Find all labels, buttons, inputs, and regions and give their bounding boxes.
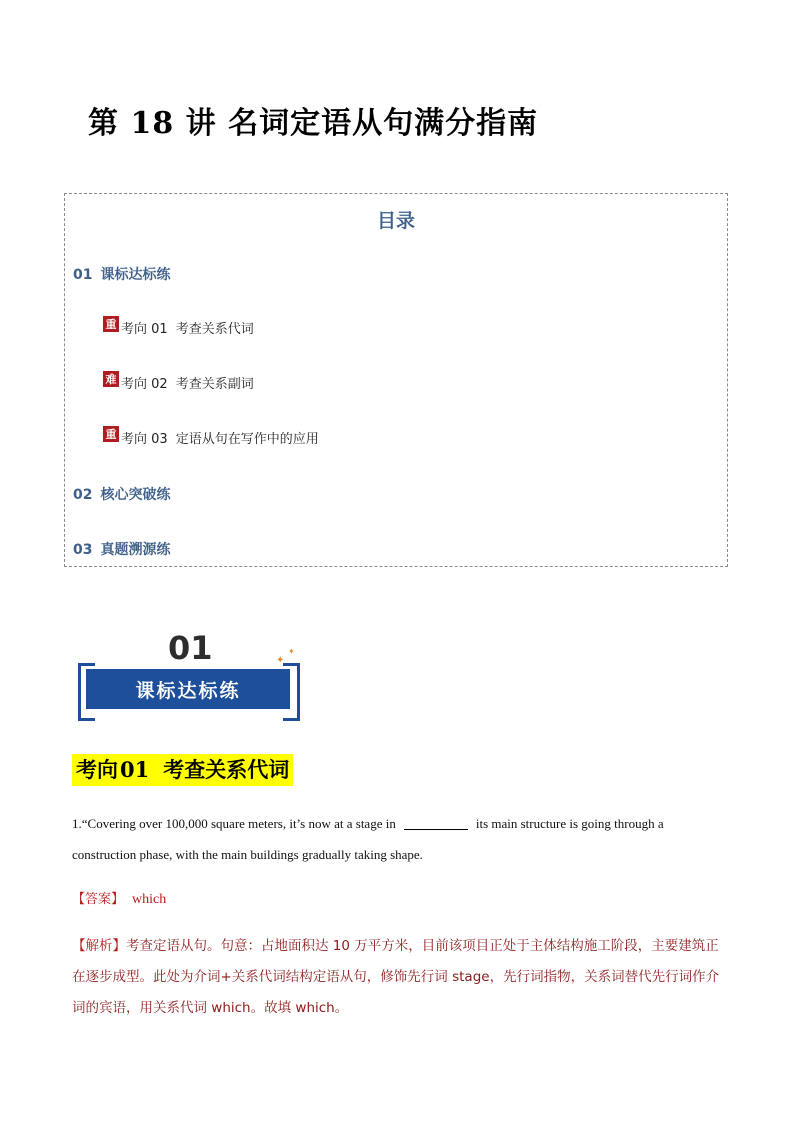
important-badge-icon: 重 <box>103 316 119 332</box>
toc-subitem-label: 考查关系副词 <box>175 377 254 392</box>
toc-subitem-1[interactable] <box>103 318 254 337</box>
question-part-2: its main structure is going through a construction phase, with the main buildings gradually taking shape. <box>72 816 664 862</box>
banner-label: 课标达标练 <box>86 669 290 709</box>
analysis-text: 考查定语从句。句意：占地面积达 10 万平方米，目前该项目正处于主体结构施工阶段，主要建筑正在逐步成型。此处为介词+关系代词结构定语从句，修饰先行词 stage，先行词指物，关系词替代先行词作介词的宾语，用关系代词 which。故填 which。 <box>72 938 720 1016</box>
toc-subitem-3[interactable] <box>103 428 319 447</box>
topic-heading <box>72 754 293 786</box>
toc-subitem-2[interactable] <box>103 373 254 392</box>
answer-line <box>72 888 166 908</box>
banner-number: 01 <box>168 629 213 667</box>
toc-title: 目录 <box>376 210 415 232</box>
answer-tag: 【答案】 <box>72 892 125 907</box>
toc-section-1[interactable] <box>73 264 170 284</box>
heading-prefix: 考向 <box>76 757 118 782</box>
toc-section-number: 02 <box>73 487 93 503</box>
document-title: 第 18 讲 名词定语从句满分指南 <box>88 106 539 141</box>
toc-section-label: 真题溯源练 <box>100 542 171 558</box>
toc-section-label: 课标达标练 <box>100 267 171 283</box>
table-of-contents <box>64 193 728 567</box>
difficult-badge-icon: 难 <box>103 371 119 387</box>
toc-section-number: 03 <box>73 542 93 558</box>
answer-blank <box>404 815 468 830</box>
analysis-tag: 【解析】 <box>72 938 126 954</box>
answer-value: which <box>132 892 167 907</box>
question-text <box>72 808 722 870</box>
toc-section-number: 01 <box>73 267 93 283</box>
toc-section-2[interactable] <box>73 484 170 504</box>
toc-subitem-label: 考查关系代词 <box>175 322 254 337</box>
sparkle-icon: ✦ <box>288 647 295 656</box>
important-badge-icon: 重 <box>103 426 119 442</box>
toc-subitem-prefix: 考向 03 <box>121 432 168 447</box>
section-banner <box>78 625 300 720</box>
toc-subitem-prefix: 考向 02 <box>121 377 168 392</box>
question-part-1: 1.“Covering over 100,000 square meters, it’s now at a stage in <box>72 816 396 831</box>
analysis-block <box>72 931 726 1024</box>
toc-section-3[interactable] <box>73 539 170 559</box>
heading-number: 01 <box>120 757 150 782</box>
toc-subitem-label: 定语从句在写作中的应用 <box>175 432 319 447</box>
toc-subitem-prefix: 考向 01 <box>121 322 168 337</box>
toc-section-label: 核心突破练 <box>100 487 171 503</box>
sparkle-icon: ✦ <box>276 655 285 666</box>
heading-label: 考查关系代词 <box>163 757 290 782</box>
